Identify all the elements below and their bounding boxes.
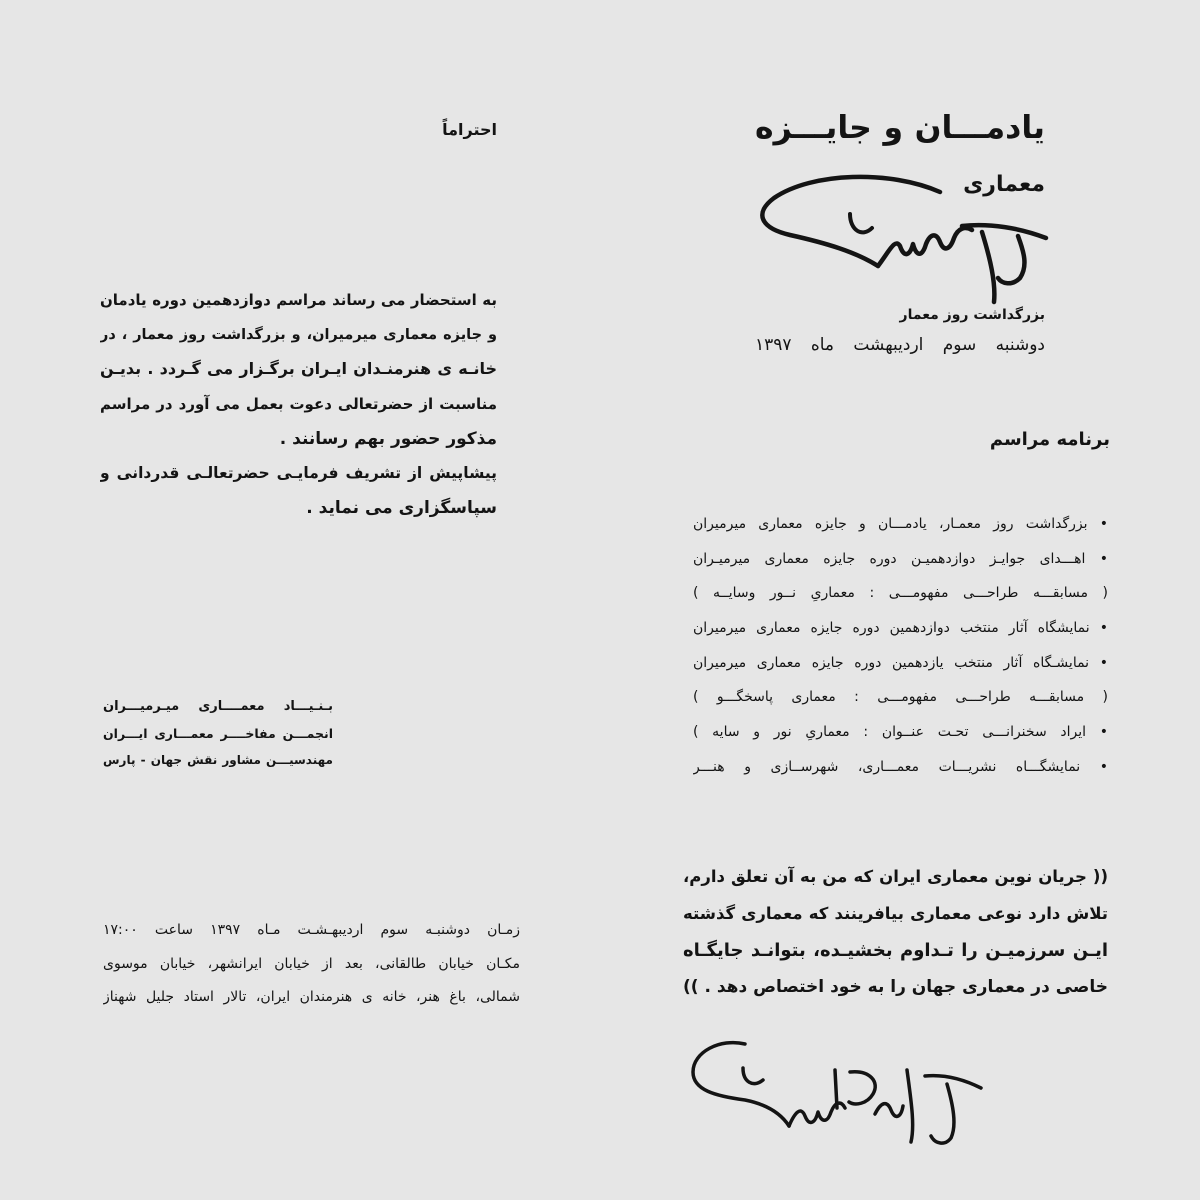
program-heading-text: برنامه مراسم [989, 429, 1110, 450]
salutation [395, 117, 497, 143]
program-item: • نمایشـگاه آثار منتخب یازدهمین دوره جایزه معماری میرمیران [693, 654, 1108, 671]
signature-stroke [907, 1070, 913, 1142]
time-line: زمـان دوشنبـه سوم اردیبهـشـت مـاه ۱۳۹۷ ساعت ۱۷:۰۰ [103, 922, 520, 938]
page-title [755, 104, 1045, 152]
body-line: سپاسگزاری می نماید . [306, 498, 497, 519]
quote-line: تلاش دارد نوعی معماری بیافرینند که معماری گذشته [683, 904, 1108, 923]
body-line: پیشاپیش از تشریف فرمایـی حضرتعالـی قدردانی و [100, 464, 497, 483]
body-line: مذکور حضور بهم رسانند . [279, 428, 497, 449]
signature-stroke [925, 1076, 981, 1088]
subtitle-text: معماری [963, 172, 1045, 197]
invitation-body [100, 283, 497, 526]
signature-stroke [693, 1043, 789, 1126]
logo-stroke [982, 232, 994, 302]
program-item: • اهـــدای جوایـز دوازدهمیـن دوره جایزه معماری میرمیـران [693, 550, 1108, 567]
program-list [693, 507, 1108, 785]
logo-stroke [962, 225, 1046, 238]
program-item: • نمایشگـــاه نشریـــات معمـــاری، شهرســازی و هنـــر [693, 758, 1108, 775]
signature-stroke [835, 1070, 837, 1108]
logo-stroke [878, 228, 972, 266]
body-line: مناسبت از حضرتعالی دعوت بعمل می آورد در مراسم [100, 395, 497, 414]
program-item: • ایراد سخنرانـــی تحـت عنــوان : معماریِ نور و سایه ) [693, 724, 1108, 741]
title-text: یادمـــان و جایـــزه [755, 110, 1045, 146]
body-line: و جایزه معماری میرمیران، و بزرگداشت روز معمار ، در [100, 326, 497, 343]
time-and-place [103, 914, 520, 1015]
organizers-list [103, 693, 333, 774]
program-item: ( مسابقـــه طراحـــی مفهومـــی : معماریِ نــور وسایــه ) [693, 585, 1108, 602]
logo-stroke [850, 214, 872, 232]
occasion-label [880, 303, 1045, 327]
signature-stroke [875, 1104, 903, 1117]
signature-stroke [931, 1084, 954, 1143]
handwritten-signature [685, 1030, 985, 1150]
occasion-text: بزرگداشت روز معمار [899, 307, 1045, 323]
program-heading [950, 426, 1110, 454]
place-line: شمالی، باغ هنر، خانه ی هنرمندان ایران، تالار استاد جلیل شهناز [103, 989, 520, 1005]
program-item: • نمایشگاه آثار منتخب دوازدهمین دوره جایزه معماری میرمیران [693, 620, 1108, 637]
organizer-name: مهندسیـــن مشاور نقش جهان - پارس [103, 753, 333, 767]
program-item: ( مسابقـــه طراحـــی مفهومـــی : معماری پاسخگـــو ) [693, 689, 1108, 706]
quote-block [683, 858, 1108, 1006]
signature-stroke [849, 1072, 875, 1104]
date-text: دوشنبه سوم اردیبهشت ماه ۱۳۹۷ [755, 335, 1045, 355]
body-line: به استحضار می رساند مراسم دوازدهمین دوره یادمان [100, 291, 497, 309]
place-line: مکـان خیابان طالقانی، بعد از خیابان ایرانشهر، خیابان موسوی [103, 955, 520, 972]
salutation-text: احتراماً [442, 120, 497, 139]
body-line: خانـه ی هنرمنـدان ایـران برگـزار می گـردد . بدیـن [100, 359, 497, 379]
program-item: • بزرگداشت روز معمـار، یادمـــان و جایزه معماری میرمیران [693, 516, 1108, 532]
organizer-name: انجمـــن مفاخــــر معمـــاری ایـــران [103, 726, 333, 741]
quote-line: خاصی در معماری جهان را به خود اختصاص دهد . )) [683, 977, 1108, 997]
organizer-name: بـنـیـــاد معمــــاری میـرمیـــران [103, 699, 333, 714]
signature-stroke [743, 1068, 763, 1084]
quote-line: ایـن سرزمیـن را تـداوم بخشیـده، بتوانـد جایگـاه [683, 940, 1108, 961]
logo-stroke [998, 236, 1024, 283]
mirmiran-logo [750, 168, 1055, 308]
quote-line: (( جریان نوین معماری ایران که من به آن تعلق دارم، [683, 867, 1108, 886]
event-date [755, 331, 1045, 359]
